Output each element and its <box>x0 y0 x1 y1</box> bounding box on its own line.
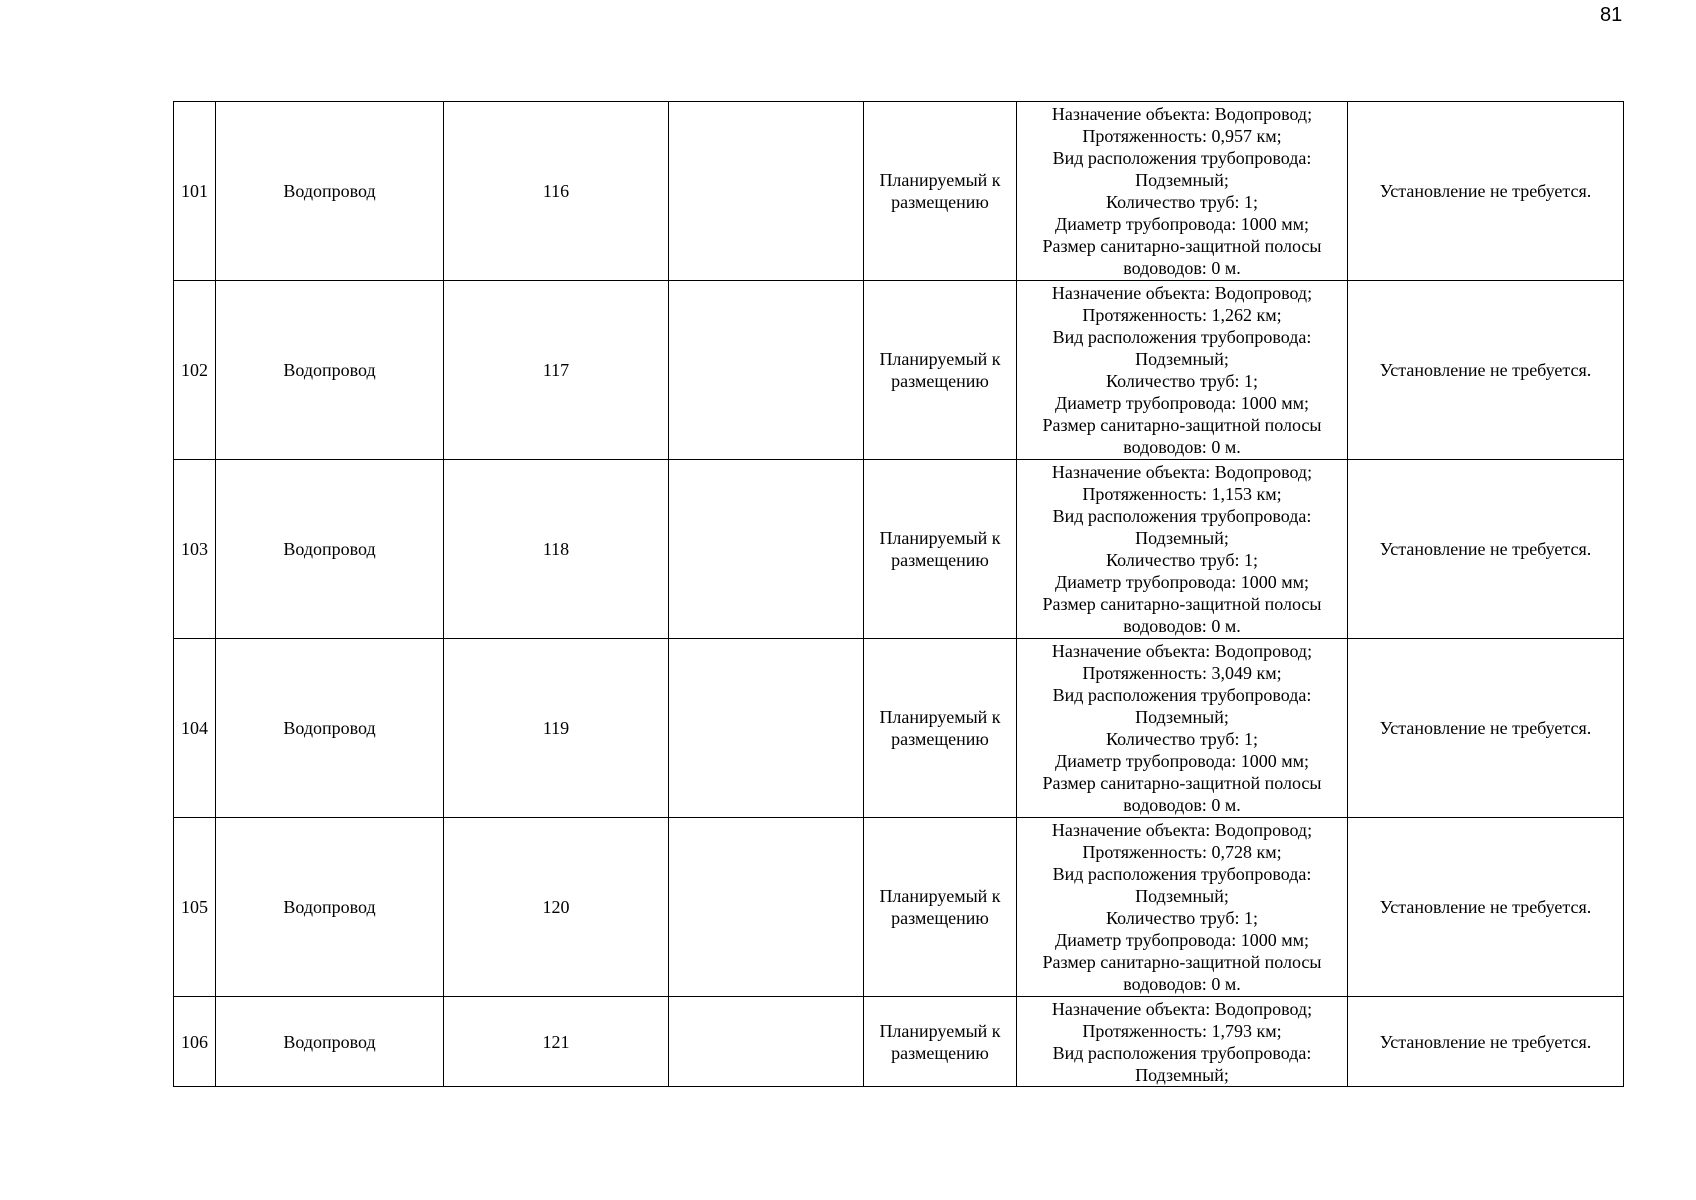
characteristic-line: Вид расположения трубопровода: <box>1052 685 1312 705</box>
protection-zone-cell: Установление не требуется. <box>1348 460 1624 639</box>
characteristic-line: Диаметр трубопровода: 1000 мм; <box>1054 930 1310 950</box>
characteristic-line: Назначение объекта: Водопровод; <box>1051 820 1313 840</box>
table-row <box>174 102 1624 281</box>
characteristic-line: Назначение объекта: Водопровод; <box>1051 283 1313 303</box>
row-number-cell: 101 <box>174 102 216 281</box>
characteristic-line: водоводов: 0 м. <box>1123 974 1241 994</box>
status-cell: Планируемый к размещению <box>864 639 1017 818</box>
characteristic-line: Протяженность: 1,262 км; <box>1082 305 1282 325</box>
row-number-cell: 106 <box>174 997 216 1087</box>
object-code-cell: 116 <box>444 102 669 281</box>
row-number-cell: 105 <box>174 818 216 997</box>
characteristic-line: Протяженность: 0,957 км; <box>1082 126 1282 146</box>
empty-cell <box>669 818 864 997</box>
page-number: 81 <box>1600 4 1623 26</box>
empty-cell <box>669 460 864 639</box>
characteristic-line: водоводов: 0 м. <box>1123 258 1241 278</box>
characteristic-line: Диаметр трубопровода: 1000 мм; <box>1054 214 1310 234</box>
object-code-cell: 120 <box>444 818 669 997</box>
empty-cell <box>669 281 864 460</box>
characteristic-line: Подземный; <box>1135 1064 1229 1085</box>
row-number-cell: 104 <box>174 639 216 818</box>
object-name-cell: Водопровод <box>216 639 444 818</box>
empty-cell <box>669 997 864 1087</box>
row-number-cell: 102 <box>174 281 216 460</box>
object-code-cell: 118 <box>444 460 669 639</box>
protection-zone-cell: Установление не требуется. <box>1348 102 1624 281</box>
characteristic-line: водоводов: 0 м. <box>1123 795 1241 815</box>
characteristic-line: Размер санитарно-защитной полосы <box>1042 952 1322 972</box>
characteristic-line: Количество труб: 1; <box>1106 371 1258 391</box>
status-cell: Планируемый к размещению <box>864 281 1017 460</box>
characteristic-line: Подземный; <box>1135 528 1229 548</box>
characteristic-line: Протяженность: 1,793 км; <box>1082 1020 1282 1041</box>
table-row <box>174 639 1624 818</box>
characteristics-cell <box>1017 281 1348 460</box>
characteristic-line: Количество труб: 1; <box>1106 729 1258 749</box>
object-code-cell: 121 <box>444 997 669 1087</box>
empty-cell <box>669 102 864 281</box>
object-code-cell: 119 <box>444 639 669 818</box>
protection-zone-cell: Установление не требуется. <box>1348 639 1624 818</box>
object-name-cell: Водопровод <box>216 281 444 460</box>
characteristic-line: Подземный; <box>1135 886 1229 906</box>
characteristic-line: Размер санитарно-защитной полосы <box>1042 236 1322 256</box>
characteristics-cell <box>1017 997 1348 1087</box>
protection-zone-cell: Установление не требуется. <box>1348 997 1624 1087</box>
characteristic-line: Количество труб: 1; <box>1106 908 1258 928</box>
characteristics-cell <box>1017 460 1348 639</box>
characteristic-line: Размер санитарно-защитной полосы <box>1042 594 1322 614</box>
characteristic-line: Протяженность: 0,728 км; <box>1082 842 1282 862</box>
characteristic-line: Размер санитарно-защитной полосы <box>1042 773 1322 793</box>
characteristic-line: Количество труб: 1; <box>1106 192 1258 212</box>
protection-zone-cell: Установление не требуется. <box>1348 281 1624 460</box>
table-row <box>174 818 1624 997</box>
characteristic-line: Вид расположения трубопровода: <box>1052 864 1312 884</box>
characteristic-line: водоводов: 0 м. <box>1123 437 1241 457</box>
object-name-cell: Водопровод <box>216 460 444 639</box>
table-row <box>174 281 1624 460</box>
characteristic-line: Подземный; <box>1135 349 1229 369</box>
status-cell: Планируемый к размещению <box>864 460 1017 639</box>
characteristics-cell <box>1017 818 1348 997</box>
table-row <box>174 997 1624 1087</box>
row-number-cell: 103 <box>174 460 216 639</box>
characteristic-line: Назначение объекта: Водопровод; <box>1051 462 1313 482</box>
status-cell: Планируемый к размещению <box>864 102 1017 281</box>
characteristic-line: Диаметр трубопровода: 1000 мм; <box>1054 572 1310 592</box>
characteristic-line: Протяженность: 1,153 км; <box>1082 484 1282 504</box>
protection-zone-cell: Установление не требуется. <box>1348 818 1624 997</box>
characteristic-line: Диаметр трубопровода: 1000 мм; <box>1054 751 1310 771</box>
characteristic-line: Назначение объекта: Водопровод; <box>1051 998 1313 1019</box>
object-name-cell: Водопровод <box>216 102 444 281</box>
empty-cell <box>669 639 864 818</box>
characteristic-line: Подземный; <box>1135 170 1229 190</box>
object-name-cell: Водопровод <box>216 818 444 997</box>
characteristic-line: Вид расположения трубопровода: <box>1052 327 1312 347</box>
characteristic-line: Назначение объекта: Водопровод; <box>1051 641 1313 661</box>
characteristic-line: Количество труб: 1; <box>1106 550 1258 570</box>
characteristic-line: Вид расположения трубопровода: <box>1052 1042 1312 1063</box>
characteristic-line: Размер санитарно-защитной полосы <box>1042 415 1322 435</box>
characteristic-line: Вид расположения трубопровода: <box>1052 506 1312 526</box>
characteristic-line: Вид расположения трубопровода: <box>1052 148 1312 168</box>
characteristic-line: Протяженность: 3,049 км; <box>1082 663 1282 683</box>
status-cell: Планируемый к размещению <box>864 818 1017 997</box>
object-code-cell: 117 <box>444 281 669 460</box>
object-name-cell: Водопровод <box>216 997 444 1087</box>
characteristic-line: водоводов: 0 м. <box>1123 616 1241 636</box>
characteristic-line: Подземный; <box>1135 707 1229 727</box>
characteristic-line: Назначение объекта: Водопровод; <box>1051 104 1313 124</box>
objects-table <box>173 101 1624 1087</box>
status-cell: Планируемый к размещению <box>864 997 1017 1087</box>
table-row <box>174 460 1624 639</box>
characteristic-line: Диаметр трубопровода: 1000 мм; <box>1054 393 1310 413</box>
characteristics-cell <box>1017 639 1348 818</box>
characteristics-cell <box>1017 102 1348 281</box>
